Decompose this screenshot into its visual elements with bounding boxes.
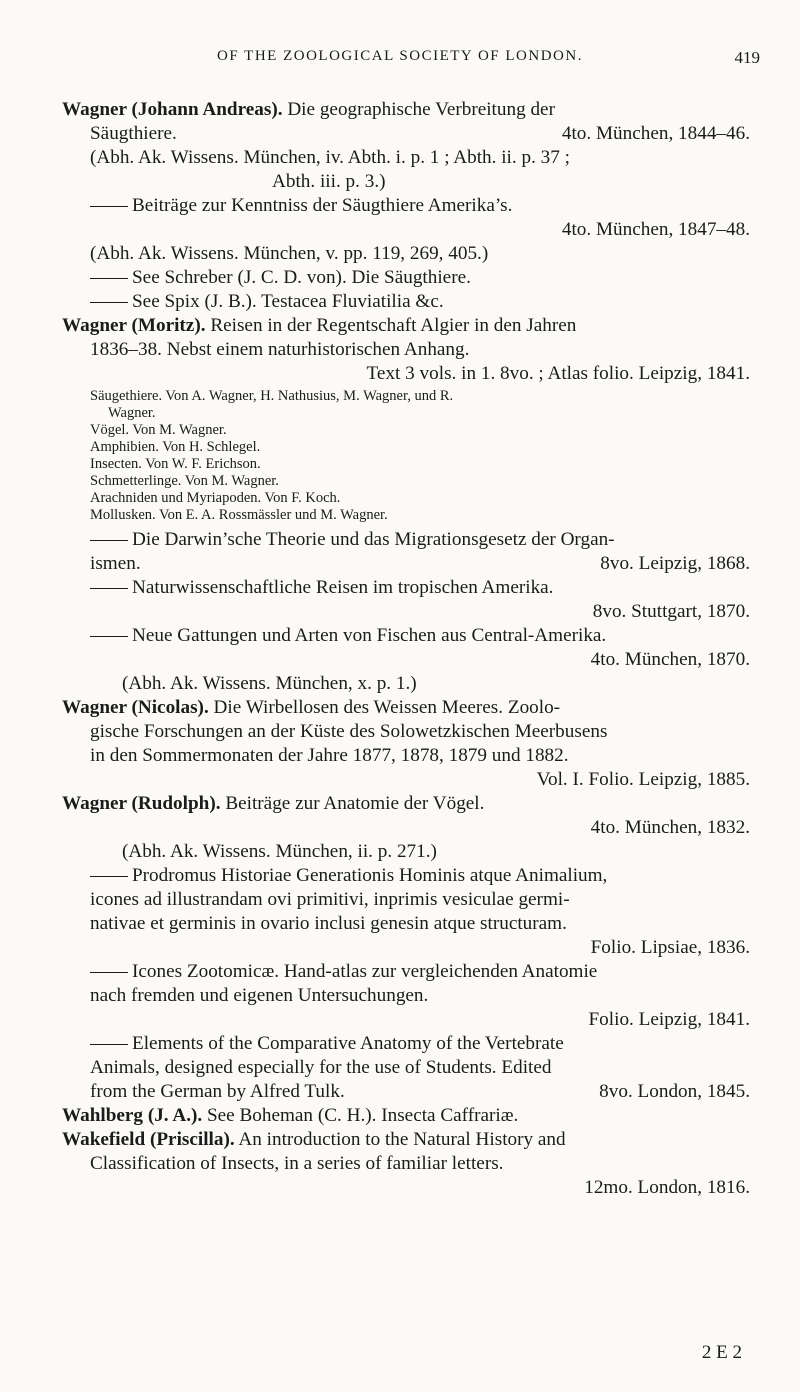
entry-line: An introduction to the Natural History and — [238, 1129, 566, 1150]
entry-line: Icones Zootomicæ. Hand-atlas zur vergleichenden Anatomie — [132, 961, 598, 982]
entry-line: Prodromus Historiae Generationis Hominis atque Animalium, — [132, 865, 608, 886]
ditto-dash — [90, 206, 128, 207]
ditto-dash — [90, 1044, 128, 1045]
entry-wagner-rudolph-2 — [62, 864, 760, 960]
entry-wagner-johann-2 — [62, 194, 760, 266]
entry-line: Naturwissenschaftliche Reisen im tropischen Amerika. — [132, 577, 554, 598]
entry-wakefield — [62, 1128, 760, 1200]
entry-imprint: 12mo. London, 1816. — [584, 1177, 750, 1198]
entry-line: (Abh. Ak. Wissens. München, iv. Abth. i. p. 1 ; Abth. ii. p. 37 ; — [90, 147, 570, 168]
entry-line: Classification of Insects, in a series of familiar letters. — [90, 1153, 504, 1174]
entry-wagner-nicolas — [62, 696, 760, 792]
contents-line: Mollusken. Von E. A. Rossmässler und M. Wagner. — [90, 507, 388, 523]
contents-line: Schmetterlinge. Von M. Wagner. — [90, 473, 279, 489]
entry-line: Die Wirbellosen des Weissen Meeres. Zoolo- — [213, 697, 561, 718]
entry-author: Wakefield (Priscilla). — [62, 1129, 235, 1150]
entry-wagner-johann — [62, 98, 760, 194]
ditto-dash — [90, 302, 128, 303]
entry-line: (Abh. Ak. Wissens. München, v. pp. 119, 269, 405.) — [90, 243, 489, 264]
ditto-dash — [90, 588, 128, 589]
running-title: OF THE ZOOLOGICAL SOCIETY OF LONDON. — [217, 48, 583, 64]
entry-line: nach fremden und eigenen Untersuchungen. — [90, 985, 429, 1006]
entry-author: Wahlberg (J. A.). — [62, 1105, 203, 1126]
ditto-dash — [90, 540, 128, 541]
entry-line: from the German by Alfred Tulk. — [90, 1081, 345, 1102]
contents-line: Wagner. — [108, 405, 156, 421]
entry-author: Wagner (Moritz). — [62, 315, 206, 336]
entry-imprint: 8vo. London, 1845. — [599, 1081, 750, 1102]
entry-imprint: Text 3 vols. in 1. 8vo. ; Atlas folio. Leipzig, 1841. — [366, 363, 750, 384]
entry-wagner-moritz-4 — [62, 624, 760, 696]
ditto-dash — [90, 972, 128, 973]
entry-line: Die Darwin’sche Theorie und das Migrationsgesetz der Organ- — [132, 529, 615, 550]
entry-wagner-johann-3 — [62, 266, 760, 290]
entry-line: 1836–38. Nebst einem naturhistorischen Anhang. — [90, 339, 470, 360]
entry-line: Elements of the Comparative Anatomy of the Vertebrate — [132, 1033, 564, 1054]
entry-wagner-rudolph — [62, 792, 760, 864]
entry-imprint: 4to. München, 1870. — [590, 649, 750, 670]
ditto-dash — [90, 278, 128, 279]
running-head — [0, 48, 800, 65]
entry-line: See Schreber (J. C. D. von). Die Säugthiere. — [132, 267, 471, 288]
entry-author: Wagner (Rudolph). — [62, 793, 221, 814]
entry-line: Animals, designed especially for the use of Students. Edited — [90, 1057, 552, 1078]
entry-line: Reisen in der Regentschaft Algier in den Jahren — [210, 315, 577, 336]
entry-line: (Abh. Ak. Wissens. München, x. p. 1.) — [122, 673, 417, 694]
entry-line: (Abh. Ak. Wissens. München, ii. p. 271.) — [122, 841, 437, 862]
entry-line: See Boheman (C. H.). Insecta Caffrariæ. — [206, 1105, 519, 1126]
entry-line: Beiträge zur Anatomie der Vögel. — [225, 793, 485, 814]
entry-imprint: 8vo. Leipzig, 1868. — [600, 553, 750, 574]
entry-line: Neue Gattungen und Arten von Fischen aus Central-Amerika. — [132, 625, 607, 646]
contents-line: Säugethiere. Von A. Wagner, H. Nathusius, M. Wagner, und R. — [90, 388, 454, 404]
contents-line: Insecten. Von W. F. Erichson. — [90, 456, 261, 472]
entry-line: Abth. iii. p. 3.) — [272, 171, 386, 192]
entry-author: Wagner (Nicolas). — [62, 697, 209, 718]
entry-line: See Spix (J. B.). Testacea Fluviatilia &c. — [132, 291, 444, 312]
entry-author: Wagner (Johann Andreas). — [62, 99, 283, 120]
contents-line: Arachniden und Myriapoden. Von F. Koch. — [90, 490, 341, 506]
ditto-dash — [90, 876, 128, 877]
entry-line: gische Forschungen an der Küste des Solowetzkischen Meerbusens — [90, 721, 608, 742]
entry-imprint: 4to. München, 1847–48. — [561, 219, 750, 240]
contents-line: Amphibien. Von H. Schlegel. — [90, 439, 261, 455]
entry-line: nativae et germinis in ovario inclusi genesin atque structuram. — [90, 913, 567, 934]
bibliography-list — [62, 98, 760, 1200]
entry-line: in den Sommermonaten der Jahre 1877, 1878, 1879 und 1882. — [90, 745, 569, 766]
entry-wahlberg — [62, 1104, 760, 1128]
entry-line: ismen. — [90, 553, 141, 574]
entry-line: Säugthiere. — [90, 123, 177, 144]
entry-wagner-moritz-2 — [62, 528, 760, 576]
page-number: 419 — [734, 48, 760, 67]
entry-imprint: 8vo. Stuttgart, 1870. — [592, 601, 750, 622]
entry-wagner-moritz-3 — [62, 576, 760, 624]
entry-imprint: Vol. I. Folio. Leipzig, 1885. — [536, 769, 750, 790]
entry-wagner-rudolph-3 — [62, 960, 760, 1032]
entry-imprint: 4to. München, 1832. — [590, 817, 750, 838]
entry-imprint: Folio. Leipzig, 1841. — [588, 1009, 750, 1030]
entry-line: icones ad illustrandam ovi primitivi, inprimis vesiculae germi- — [90, 889, 570, 910]
entry-line: Die geographische Verbreitung der — [287, 99, 555, 120]
signature-mark: 2 E 2 — [701, 1342, 742, 1363]
ditto-dash — [90, 636, 128, 637]
entry-imprint: 4to. München, 1844–46. — [561, 123, 750, 144]
entry-line: Beiträge zur Kenntniss der Säugthiere Amerika’s. — [132, 195, 513, 216]
entry-wagner-johann-4 — [62, 290, 760, 314]
entry-imprint: Folio. Lipsiae, 1836. — [590, 937, 750, 958]
contents-line: Vögel. Von M. Wagner. — [90, 422, 227, 438]
entry-wagner-moritz — [62, 314, 760, 524]
entry-wagner-rudolph-4 — [62, 1032, 760, 1104]
